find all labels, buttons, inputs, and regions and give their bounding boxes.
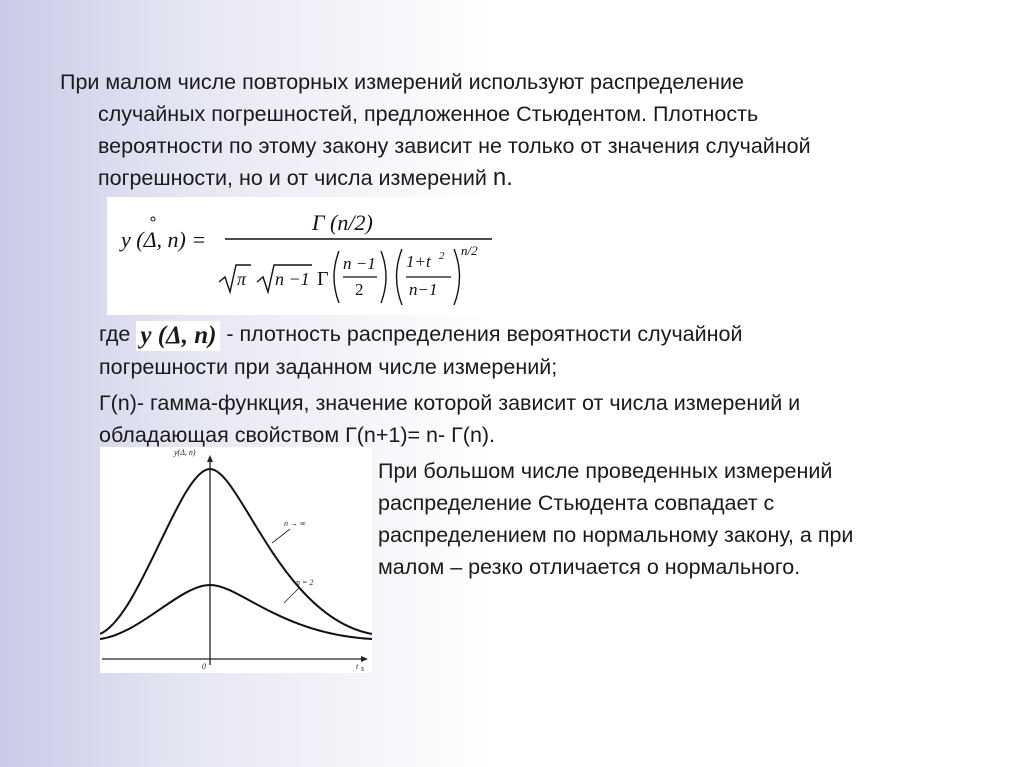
term-num: 1+t — [406, 252, 431, 271]
paren-left-1 — [334, 251, 339, 303]
leader-low — [284, 587, 300, 603]
sqrt-pi-value: π — [237, 269, 247, 289]
curve-high-label: n → ∞ — [284, 519, 306, 528]
intro-n: n. — [492, 164, 513, 191]
frac-num: n −1 — [343, 254, 376, 273]
formula-graphic — [107, 197, 494, 315]
where-desc-2: погрешности при заданном числе измерений; — [99, 355, 558, 379]
intro-line-1: При малом числе повторных измерений используют распределение — [60, 70, 744, 94]
intro-line-4 — [60, 162, 980, 194]
side-line-4: малом – резко отличается о нормального. — [378, 555, 801, 579]
where-prefix: где — [99, 322, 137, 346]
x-axis-arrow — [361, 656, 368, 662]
y-axis-arrow — [207, 455, 213, 462]
where-paragraph — [99, 318, 979, 383]
paren-right-1 — [381, 251, 386, 303]
x-axis-label: t — [356, 662, 359, 671]
paren-right-2 — [454, 249, 460, 305]
curve-low-label: n = 2 — [296, 578, 314, 587]
term-exp: 2 — [439, 250, 445, 262]
sqrt-pi-sign — [219, 265, 251, 292]
x-axis-subscript: s — [361, 664, 365, 673]
gamma-line-1: Г(n)- гамма-функция, значение которой зависит от числа измерений и — [99, 391, 801, 415]
intro-line-2: случайных погрешностей, предложенное Стьюдентом. Плотность — [98, 102, 759, 126]
sqrt-n1-value: n −1 — [275, 269, 310, 289]
intro-line-4-text: погрешности, но и от числа измерений — [98, 166, 493, 190]
student-formula — [107, 197, 494, 315]
student-distribution-graph — [100, 447, 372, 673]
gamma-symbol: Γ — [317, 268, 329, 290]
formula-numerator: Γ (n/2) — [312, 210, 373, 235]
graph-svg — [100, 447, 372, 673]
origin-label: 0 — [202, 662, 206, 671]
side-paragraph — [378, 455, 978, 583]
paren-left-2 — [397, 249, 403, 305]
side-line-2: распределение Стьюдента совпадает с — [378, 491, 775, 515]
side-line-1: При большом числе проведенных измерений — [378, 459, 833, 483]
curve-n2 — [100, 585, 372, 639]
intro-line-3: вероятности по этому закону зависит не только от значения случайной — [98, 134, 811, 158]
formula-exponent: n/2 — [461, 243, 478, 258]
gamma-paragraph — [99, 387, 979, 451]
leader-high — [272, 529, 290, 543]
frac-den: 2 — [355, 280, 364, 299]
y-axis-label: y(Δ, n) — [174, 448, 196, 457]
side-line-3: распределением по нормальному закону, а при — [378, 523, 854, 547]
where-desc-1: - плотность распределения вероятности случайной — [220, 322, 743, 346]
term-den: n−1 — [409, 280, 438, 299]
gamma-line-2: обладающая свойством Г(n+1)= n- Г(n). — [99, 423, 496, 447]
intro-paragraph — [60, 66, 980, 194]
accent-circle — [151, 217, 155, 221]
density-symbol: y (Δ, n) — [136, 321, 220, 351]
curve-normal — [100, 469, 372, 634]
formula-lhs: y (Δ, n) = — [121, 227, 207, 252]
